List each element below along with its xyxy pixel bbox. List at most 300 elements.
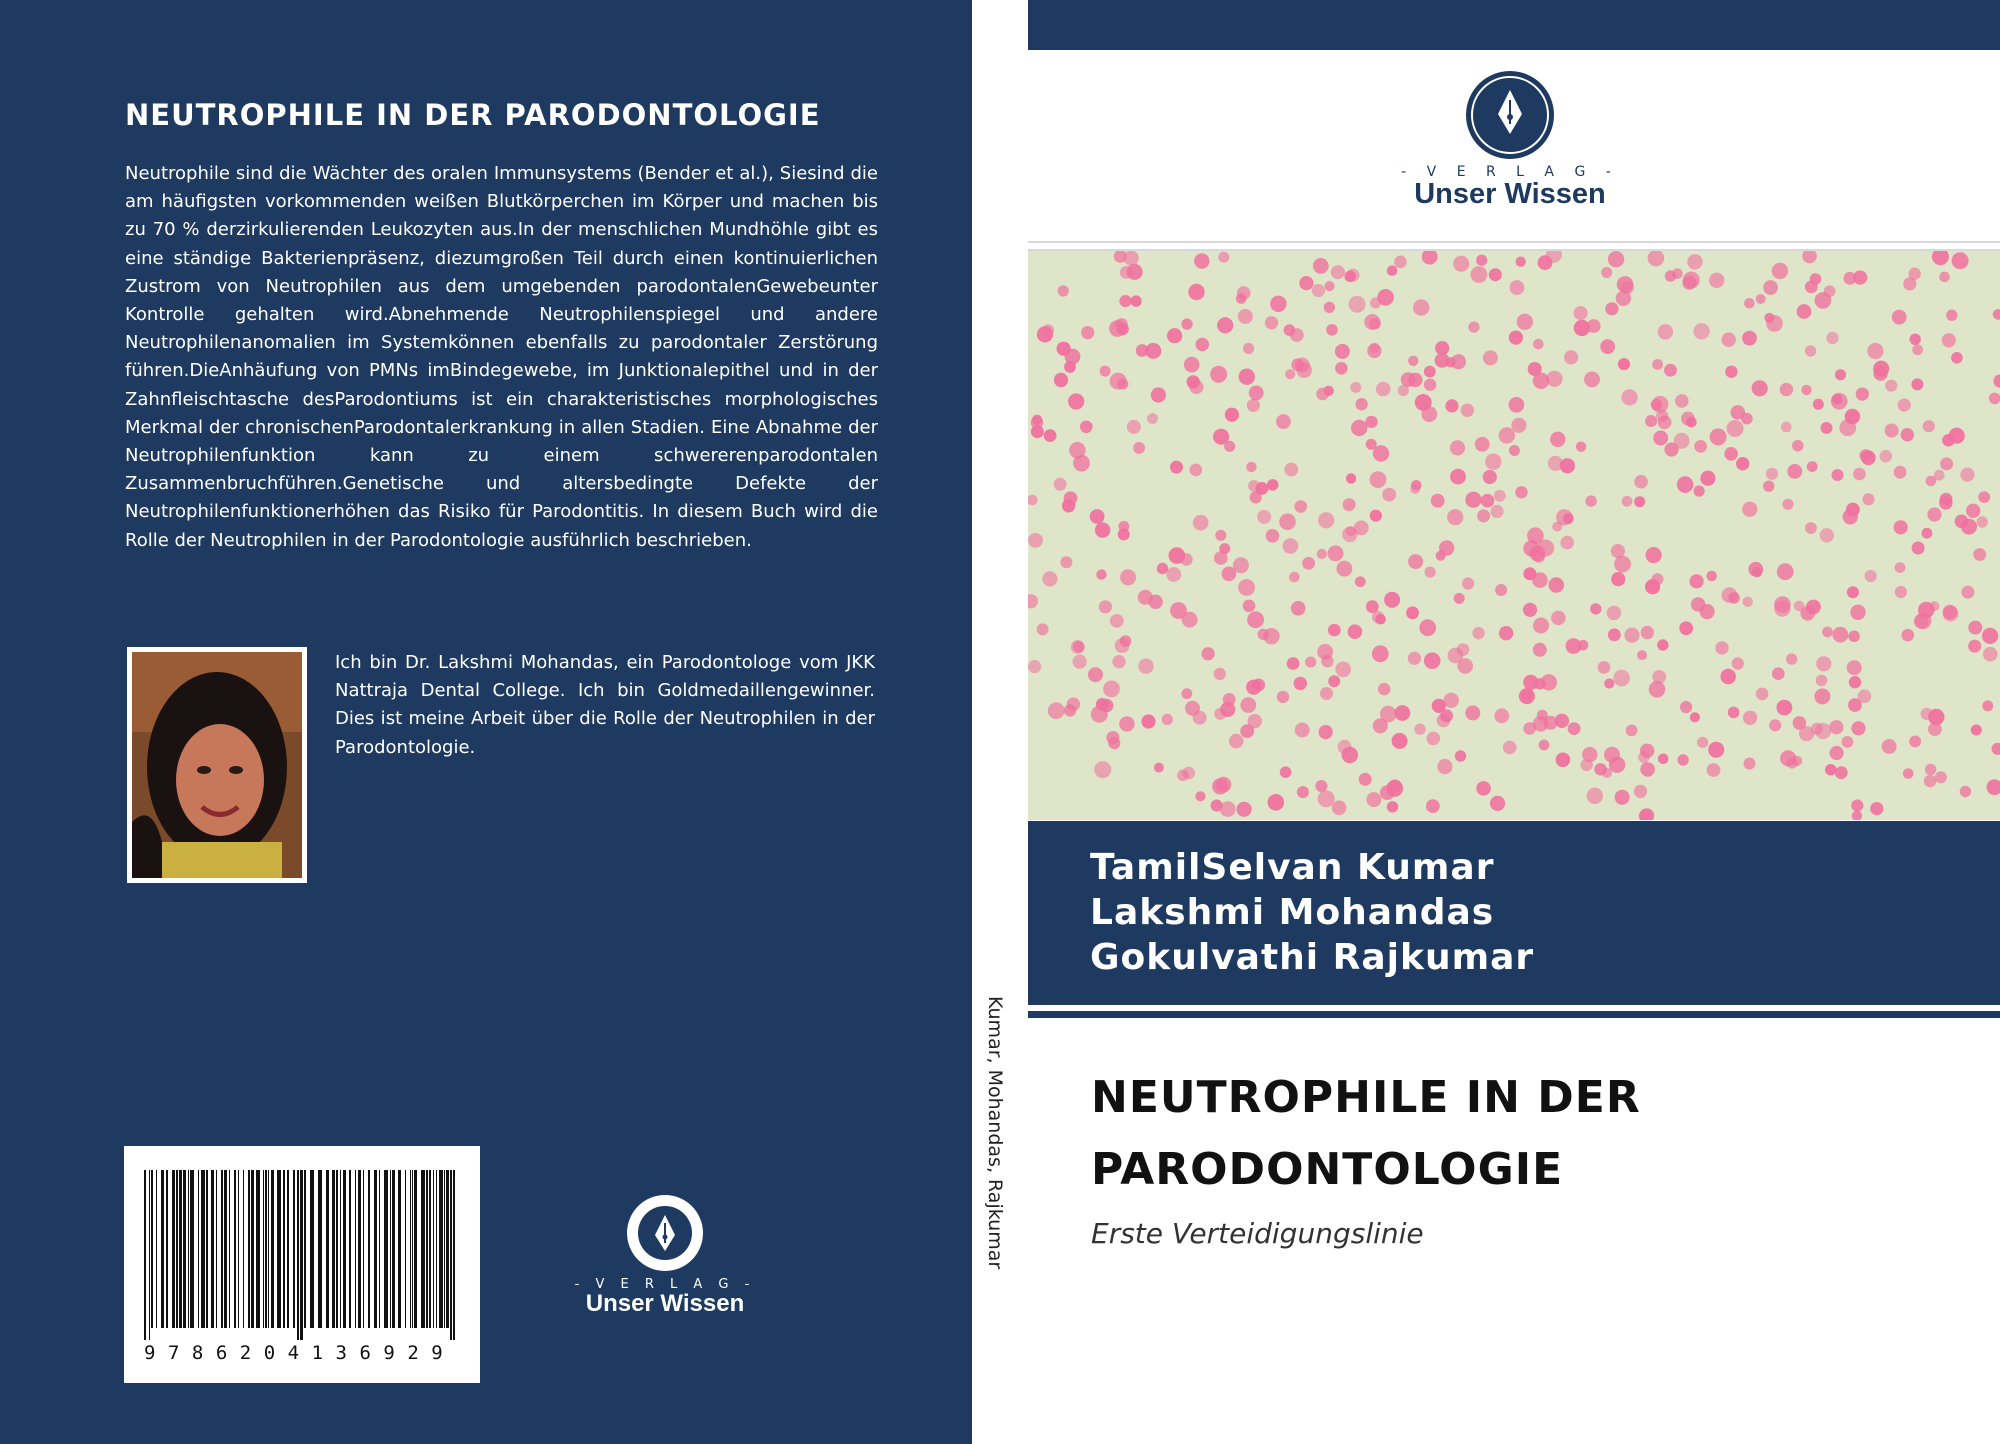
barcode-bar: [332, 1170, 335, 1328]
blood-cell: [1590, 603, 1601, 614]
front-divider-top: [1028, 241, 2000, 251]
blood-cell: [1415, 394, 1432, 411]
blood-cell: [1641, 626, 1654, 639]
blood-cell: [1100, 366, 1111, 377]
blood-cell: [1503, 741, 1517, 755]
blood-cell: [1686, 417, 1697, 428]
blood-cell: [1658, 324, 1673, 339]
blood-cell: [1408, 356, 1418, 366]
blood-cell: [1335, 362, 1348, 375]
blood-cell: [1457, 658, 1473, 674]
barcode-bar: [374, 1170, 377, 1328]
blood-cell: [1707, 763, 1721, 777]
blood-cell: [1581, 759, 1593, 771]
blood-cell: [1652, 396, 1669, 413]
isbn-barcode: [124, 1146, 480, 1383]
blood-cell: [1909, 268, 1921, 280]
blood-cell: [1238, 579, 1255, 596]
front-title-line-1: NEUTROPHILE IN DER: [1091, 1072, 1641, 1123]
blood-cell: [1533, 339, 1544, 350]
blood-cell: [1814, 688, 1830, 704]
blood-cell: [1060, 556, 1072, 568]
blood-cells-image: [1028, 251, 2000, 820]
blood-cell: [1805, 522, 1817, 534]
blood-cell: [1832, 469, 1844, 481]
blood-cell: [1189, 380, 1203, 394]
barcode-bar: [216, 1170, 217, 1328]
blood-cell: [1574, 306, 1588, 320]
barcode-bar: [433, 1170, 434, 1328]
blood-cell: [1408, 652, 1421, 665]
blood-cell: [1922, 528, 1933, 539]
blood-cell: [1752, 567, 1762, 577]
barcode-bar: [151, 1170, 153, 1328]
blood-cell: [1489, 268, 1502, 281]
blood-cell: [1044, 429, 1057, 442]
blood-cell: [1299, 276, 1313, 290]
blood-cell: [1320, 687, 1333, 700]
author-bio: Ich bin Dr. Lakshmi Mohandas, ein Parodontologe vom JKK Nattraja Dental College. Ich bin Goldmedaillengewinner. Dies ist meine Arbeit über die Rolle der Neutrophilen in der Parodontologie.: [335, 652, 875, 758]
blood-cell: [1544, 716, 1558, 730]
blood-cell: [1133, 442, 1145, 454]
blood-cell: [1119, 716, 1134, 731]
blood-cell: [1321, 655, 1333, 667]
blood-cell: [1613, 670, 1630, 687]
blood-cell: [1481, 494, 1495, 508]
blood-cell: [1598, 661, 1611, 674]
blood-cell: [1073, 655, 1087, 669]
blood-cell: [1453, 256, 1469, 272]
blood-cell: [1370, 471, 1387, 488]
blood-cell: [1885, 424, 1899, 438]
blood-cell: [1064, 491, 1078, 505]
blood-cell: [1846, 503, 1860, 517]
blood-cell: [1276, 414, 1291, 429]
blood-cell: [1674, 433, 1690, 449]
blood-cell: [1727, 420, 1744, 437]
barcode-bar: [343, 1170, 346, 1328]
blood-cell: [1202, 647, 1215, 660]
blood-cell: [1090, 509, 1105, 524]
blood-cell: [1225, 408, 1239, 422]
blood-cell: [1830, 746, 1844, 760]
blood-cell: [1925, 764, 1936, 775]
blood-cell: [1117, 378, 1128, 389]
blood-cell: [1993, 375, 2000, 388]
blood-cell: [1862, 493, 1874, 505]
blood-cell: [1556, 753, 1571, 768]
blood-cell: [1408, 373, 1422, 387]
blood-cell: [1468, 322, 1479, 333]
barcode-bar: [414, 1170, 417, 1328]
blood-cell: [1190, 464, 1203, 477]
blood-cell: [1344, 271, 1356, 283]
blood-cell: [1266, 529, 1280, 543]
blood-cell: [1054, 373, 1068, 387]
blood-cell: [1700, 604, 1715, 619]
blood-cell: [1932, 251, 1949, 265]
blood-cell: [1424, 652, 1441, 669]
blood-cell: [1427, 732, 1441, 746]
blood-cell: [1265, 316, 1278, 329]
barcode-bar: [363, 1170, 364, 1328]
blood-cell: [1813, 399, 1824, 410]
blood-cell: [1756, 294, 1766, 304]
blood-cell: [1951, 352, 1963, 364]
publisher-name: Unser Wissen: [585, 1290, 745, 1317]
blood-cell: [1465, 492, 1481, 508]
blood-cell: [1324, 281, 1334, 291]
blood-cell: [1853, 468, 1866, 481]
blood-cell: [1112, 655, 1125, 668]
blood-cell: [1177, 770, 1189, 782]
blood-cell: [1792, 440, 1804, 452]
publisher-verlag-label: - V E R L A G -: [574, 1277, 756, 1292]
blood-cell: [1946, 310, 1957, 321]
blood-cell: [1476, 781, 1491, 796]
blood-cell: [1532, 572, 1548, 588]
blood-cell: [1885, 380, 1897, 392]
blood-cell: [1911, 378, 1923, 390]
blood-cell: [1337, 561, 1353, 577]
blood-cell: [1465, 705, 1480, 720]
blood-cell: [1120, 569, 1136, 585]
barcode-bar: [283, 1170, 285, 1328]
blood-cell: [1679, 621, 1693, 635]
barcode-bar: [384, 1170, 388, 1328]
blood-cell: [1372, 611, 1384, 623]
barcode-bar: [297, 1170, 299, 1340]
blood-cell: [1218, 252, 1229, 263]
blood-cell: [1743, 597, 1753, 607]
blood-cell: [1366, 439, 1377, 450]
barcode-bar: [410, 1170, 411, 1328]
blood-cell: [1815, 723, 1831, 739]
barcode-bar: [206, 1170, 208, 1328]
blood-cell: [1257, 510, 1271, 524]
blood-cell: [1380, 785, 1395, 800]
blood-cell: [1901, 428, 1914, 441]
author-name-1: TamilSelvan Kumar: [1090, 847, 1495, 888]
blood-cell: [1622, 389, 1638, 405]
blood-cell: [1801, 385, 1811, 395]
blood-cell: [1549, 577, 1565, 593]
blood-cell: [1350, 382, 1361, 393]
blood-cell: [1728, 707, 1740, 719]
blood-cell: [1564, 350, 1578, 364]
barcode-bar: [412, 1170, 413, 1328]
blood-cell: [1928, 709, 1944, 725]
blood-cell: [1763, 280, 1778, 295]
blood-cell: [1942, 434, 1955, 447]
blood-cell: [1445, 399, 1458, 412]
blood-cell: [1826, 332, 1838, 344]
blood-cell: [1594, 763, 1606, 775]
blood-cell: [1560, 536, 1574, 550]
blood-cell: [1782, 499, 1793, 510]
blood-cell: [1414, 724, 1425, 735]
blood-cell: [1847, 660, 1862, 675]
blood-cell: [1820, 528, 1834, 542]
blood-cell: [1277, 691, 1289, 703]
blood-cell: [1697, 737, 1708, 748]
barcode-bar: [358, 1170, 361, 1328]
blood-cell: [1318, 790, 1335, 807]
barcode-bar: [149, 1170, 150, 1340]
barcode-bar: [421, 1170, 425, 1328]
blood-cell: [1037, 326, 1053, 342]
blood-cell: [1366, 792, 1381, 807]
blood-cell: [1332, 801, 1347, 816]
blood-cell: [1279, 514, 1296, 531]
blood-cell: [1934, 470, 1945, 481]
blood-cell: [1607, 606, 1621, 620]
blood-cell: [1395, 705, 1411, 721]
blood-cell: [1068, 393, 1084, 409]
blood-cell: [1715, 641, 1728, 654]
author-band: [1028, 821, 2000, 1005]
barcode-bar: [248, 1170, 250, 1328]
blood-cell: [1246, 462, 1256, 472]
blood-cell: [1031, 416, 1044, 429]
blood-cell: [1170, 602, 1187, 619]
blood-cell: [1587, 788, 1603, 804]
blood-cell: [1184, 357, 1200, 373]
blood-cell: [1378, 683, 1390, 695]
blood-cell: [1675, 394, 1689, 408]
blood-cell: [1927, 507, 1941, 521]
blood-cell: [1240, 697, 1256, 713]
blood-cell: [1626, 725, 1638, 737]
publisher-emblem-icon: [625, 1193, 705, 1273]
front-title: [1091, 1062, 1971, 1206]
blood-cell: [1287, 657, 1300, 670]
blood-cell: [1653, 431, 1668, 446]
blood-cell: [1519, 688, 1535, 704]
blood-cell: [1354, 521, 1369, 536]
blood-cell: [1483, 470, 1497, 484]
blood-cell: [1317, 549, 1327, 559]
blood-cell: [1239, 369, 1255, 385]
blood-cell: [1424, 366, 1436, 378]
blood-cell: [1071, 640, 1085, 654]
blood-cell: [1910, 334, 1921, 345]
blood-cell: [1324, 302, 1335, 313]
blood-cell: [1523, 603, 1537, 617]
blood-cell: [1431, 494, 1445, 508]
blood-cell: [1772, 667, 1785, 680]
barcode-bar: [166, 1170, 168, 1328]
blood-cell: [1870, 802, 1883, 815]
front-divider-bottom: [1028, 1011, 2000, 1018]
blood-cell: [1355, 398, 1367, 410]
blood-cell: [1694, 440, 1707, 453]
blood-cell: [1054, 478, 1067, 491]
blood-cell: [1096, 698, 1109, 711]
blood-cell: [1680, 701, 1692, 713]
blood-cell: [1769, 719, 1781, 731]
blood-cell: [1217, 317, 1233, 333]
blood-cell: [1645, 579, 1660, 594]
blood-cell: [1248, 714, 1262, 728]
blood-cell: [1781, 422, 1792, 433]
blood-cell: [1608, 251, 1624, 267]
blood-cell: [1709, 273, 1724, 288]
blood-cell: [1099, 600, 1112, 613]
blood-cell: [1649, 681, 1666, 698]
blood-cell: [1851, 721, 1865, 735]
blood-cell: [1895, 586, 1907, 598]
barcode-bar: [450, 1170, 452, 1340]
blood-cell: [1157, 563, 1168, 574]
blood-cell: [1915, 613, 1932, 630]
blood-cell: [1294, 500, 1307, 513]
blood-cell: [1472, 627, 1484, 639]
blood-cell: [1214, 668, 1226, 680]
blood-cell: [1722, 587, 1738, 603]
blood-cell: [1987, 779, 2000, 795]
blood-cell: [1923, 420, 1935, 432]
blood-cell: [1302, 557, 1315, 570]
blood-cell: [1942, 333, 1956, 347]
blood-cell: [1772, 263, 1788, 279]
author-portrait-image: [132, 652, 302, 878]
barcode-bar: [211, 1170, 214, 1328]
barcode-bar: [183, 1170, 186, 1328]
blood-cell: [1080, 421, 1093, 434]
blood-cell: [1224, 441, 1235, 452]
barcode-bar: [256, 1170, 260, 1328]
barcode-bar: [201, 1170, 205, 1328]
blood-cell: [1238, 309, 1253, 324]
blood-cell: [1892, 310, 1907, 325]
blood-cell: [1605, 302, 1618, 315]
blood-cell: [1419, 619, 1436, 636]
blood-cell: [1563, 513, 1574, 524]
blood-cell: [1461, 404, 1474, 417]
blood-cell: [1115, 638, 1130, 653]
blood-cell: [1842, 736, 1854, 748]
barcode-bar: [340, 1170, 341, 1328]
barcode-bars: [144, 1170, 460, 1340]
blood-cell: [1966, 504, 1980, 518]
blood-cell: [1618, 358, 1630, 370]
blood-cell: [1550, 432, 1565, 447]
barcode-bar: [436, 1170, 437, 1328]
publisher-name: Unser Wissen: [1414, 178, 1606, 210]
blood-cell: [1903, 768, 1914, 779]
blood-cell: [1364, 314, 1380, 330]
blood-cell: [1223, 693, 1236, 706]
blood-cell: [1283, 538, 1299, 554]
blood-cell: [1328, 545, 1344, 561]
blood-cell: [1584, 372, 1600, 388]
blood-cell: [1315, 780, 1327, 792]
blood-cell: [1551, 611, 1566, 626]
barcode-bar: [144, 1170, 146, 1340]
blood-cell: [1382, 488, 1396, 502]
blood-cell: [1935, 771, 1947, 783]
blood-cell: [1499, 626, 1513, 640]
blood-cell: [1861, 450, 1876, 465]
blood-cell: [1856, 388, 1869, 401]
blood-cell: [1849, 676, 1861, 688]
barcode-bar: [336, 1170, 338, 1328]
barcode-bar: [453, 1170, 455, 1340]
blood-cell: [1539, 740, 1550, 751]
blood-cell: [1829, 720, 1843, 734]
blood-cell: [1568, 722, 1581, 735]
blood-cell: [1624, 628, 1639, 643]
blood-cell: [1355, 576, 1366, 587]
barcode-bar: [304, 1170, 306, 1328]
blood-cell: [1721, 669, 1736, 684]
blood-cell: [1690, 574, 1704, 588]
blood-cell: [1028, 594, 1038, 608]
blood-cell: [1952, 252, 1969, 269]
blood-cell: [1413, 299, 1429, 315]
blood-cell: [1752, 380, 1768, 396]
blood-cell: [1193, 515, 1209, 531]
blood-cell: [1898, 399, 1911, 412]
blood-cell: [1587, 319, 1601, 333]
blood-cell: [1495, 584, 1507, 596]
blood-cell: [1700, 471, 1715, 486]
blood-cell: [1509, 445, 1520, 456]
blood-cell: [1993, 309, 2000, 320]
blood-cell: [1858, 689, 1872, 703]
blood-cell: [1048, 702, 1065, 719]
blood-cell: [1517, 314, 1533, 330]
blood-cell: [1494, 708, 1509, 723]
blood-cell: [1180, 553, 1193, 566]
blood-cell: [1094, 761, 1111, 778]
blood-cell: [1312, 284, 1325, 297]
blood-cell: [1392, 733, 1408, 749]
blood-cell: [1880, 450, 1892, 462]
barcode-bar: [429, 1170, 431, 1328]
blood-cell: [1725, 366, 1737, 378]
blood-cell: [1499, 427, 1515, 443]
blood-cell: [1268, 794, 1285, 811]
blood-cell: [1119, 295, 1131, 307]
blood-cell: [1732, 657, 1744, 669]
blood-cell: [1318, 512, 1334, 528]
blood-cell: [1491, 505, 1504, 518]
publisher-verlag-label: - V E R L A G -: [1401, 164, 1619, 180]
blood-cell: [1736, 457, 1749, 470]
blood-cell: [1552, 522, 1562, 532]
blood-cell: [1290, 328, 1304, 342]
blood-cell: [1384, 592, 1400, 608]
blood-cell: [1652, 359, 1663, 370]
blood-cell: [1028, 495, 1038, 506]
blood-cell: [1422, 251, 1438, 265]
blood-cell: [1252, 679, 1265, 692]
blood-cell: [1943, 605, 1957, 619]
blood-cell: [1295, 723, 1310, 738]
blood-cell: [1960, 786, 1971, 797]
barcode-bar: [190, 1170, 194, 1328]
blood-cell: [1523, 722, 1536, 735]
blood-cell: [1724, 447, 1738, 461]
publisher-logo-front: [1390, 70, 1630, 211]
blood-cell: [1973, 548, 1986, 561]
blood-cell: [1909, 736, 1921, 748]
blood-cell: [1450, 440, 1465, 455]
blood-cell: [1490, 796, 1505, 811]
blood-cell: [1832, 394, 1843, 405]
